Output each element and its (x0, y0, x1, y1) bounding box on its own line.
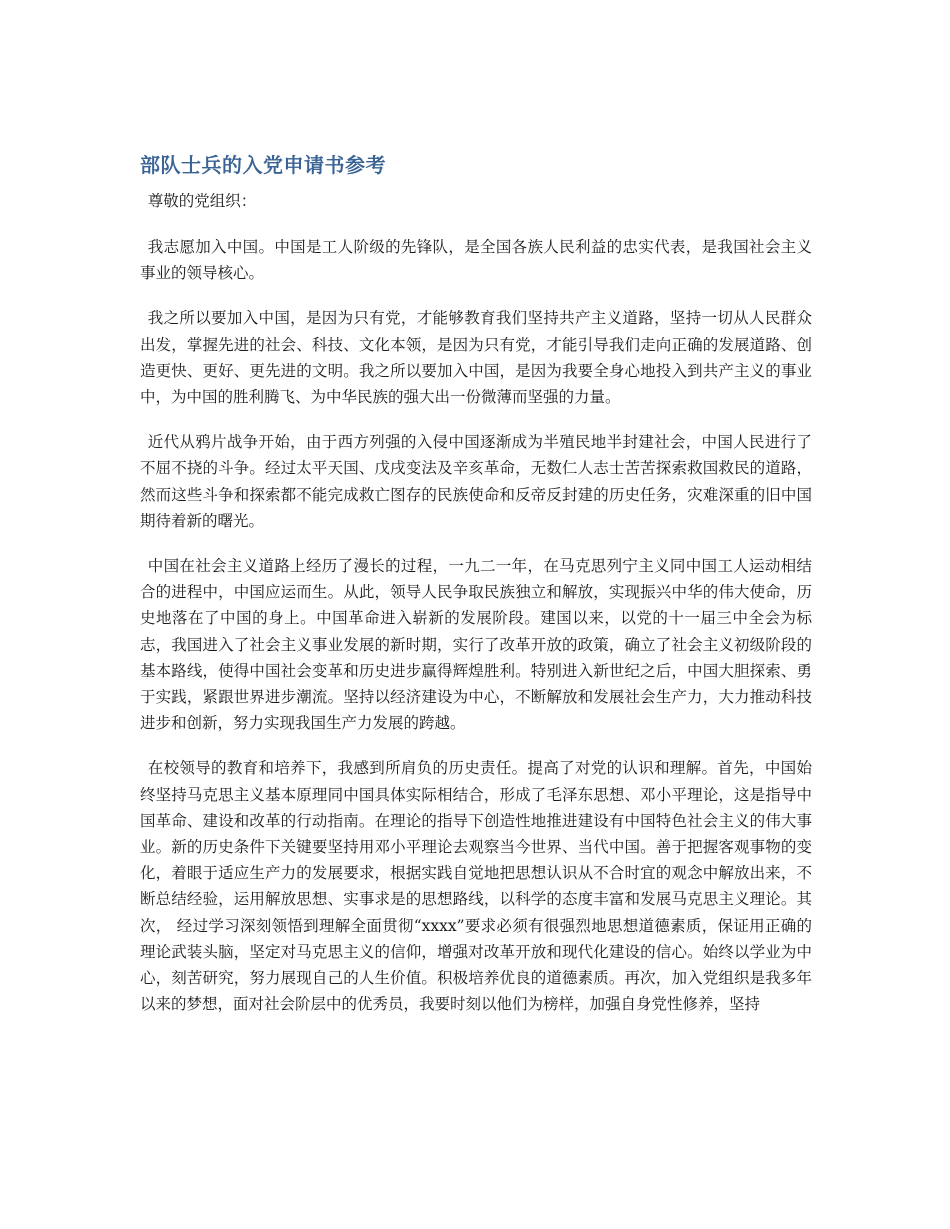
paragraph-3: 近代从鸦片战争开始，由于西方列强的入侵中国逐渐成为半殖民地半封建社会，中国人民进行了不屈不挠的斗争。经过太平天国、戊戌变法及辛亥革命，无数仁人志士苦苦探索救国救民的道路，然而这些斗争和探索都不能完成救亡图存的民族使命和反帝反封建的历史任务，灾难深重的旧中国期待着新的曙光。 (140, 433, 812, 530)
paragraph-5: 在校领导的教育和培养下，我感到所肩负的历史责任。提高了对党的认识和理解。首先，中国始终坚持马克思主义基本原理同中国具体实际相结合，形成了毛泽东思想、邓小平理论，这是指导中国革命、建设和改革的行动指南。在理论的指导下创造性地推进建设有中国特色社会主义的伟大事业。新的历史条件下关键要坚持用邓小平理论去观察当今世界、当代中国。善于把握客观事物的变化，着眼于适应生产力的发展要求，根据实践自觉地把思想认识从不合时宜的观念中解放出来，不断总结经验，运用解放思想、实事求是的思想路线，以科学的态度丰富和发展马克思主义理论。其次， 经过学习深刻领悟到理解全面贯彻“xxxx”要求必须有很强烈地思想道德素质，保证用正确的理论武装头脑，坚定对马克思主义的信仰，增强对改革开放和现代化建设的信心。始终以学业为中心，刻苦研究，努力展现自己的人生价值。积极培养优良的道德素质。再次，加入党组织是我多年以来的梦想，面对社会阶层中的优秀员，我要时刻以他们为榜样，加强自身党性修养，坚持 (140, 759, 812, 1014)
paragraph-1: 我志愿加入中国。中国是工人阶级的先锋队，是全国各族人民利益的忠实代表，是我国社会主义事业的领导核心。 (140, 238, 812, 283)
document-page (140, 148, 812, 1036)
document-title: 部队士兵的入党申请书参考 (140, 153, 386, 177)
paragraph-4: 中国在社会主义道路上经历了漫长的过程，一九二一年，在马克思列宁主义同中国工人运动相结合的进程中，中国应运而生。从此，领导人民争取民族独立和解放，实现振兴中华的伟大使命，历史地落在了中国的身上。中国革命进入崭新的发展阶段。建国以来，以党的十一届三中全会为标志，我国进入了社会主义事业发展的新时期，实行了改革开放的政策，确立了社会主义初级阶段的基本路线，使得中国社会变革和历史进步赢得辉煌胜利。特别进入新世纪之后，中国大胆探索、勇于实践，紧跟世界进步潮流。坚持以经济建设为中心，不断解放和发展社会生产力，大力推动科技进步和创新，努力实现我国生产力发展的跨越。 (140, 557, 812, 733)
paragraph-2: 我之所以要加入中国，是因为只有党，才能够教育我们坚持共产主义道路，坚持一切从人民群众出发，掌握先进的社会、科技、文化本领，是因为只有党，才能引导我们走向正确的发展道路、创造更快、更好、更先进的文明。我之所以要加入中国，是因为我要全身心地投入到共产主义的事业中，为中国的胜利腾飞、为中华民族的强大出一份微薄而坚强的力量。 (140, 309, 812, 407)
salutation: 尊敬的党组织： (147, 192, 257, 210)
